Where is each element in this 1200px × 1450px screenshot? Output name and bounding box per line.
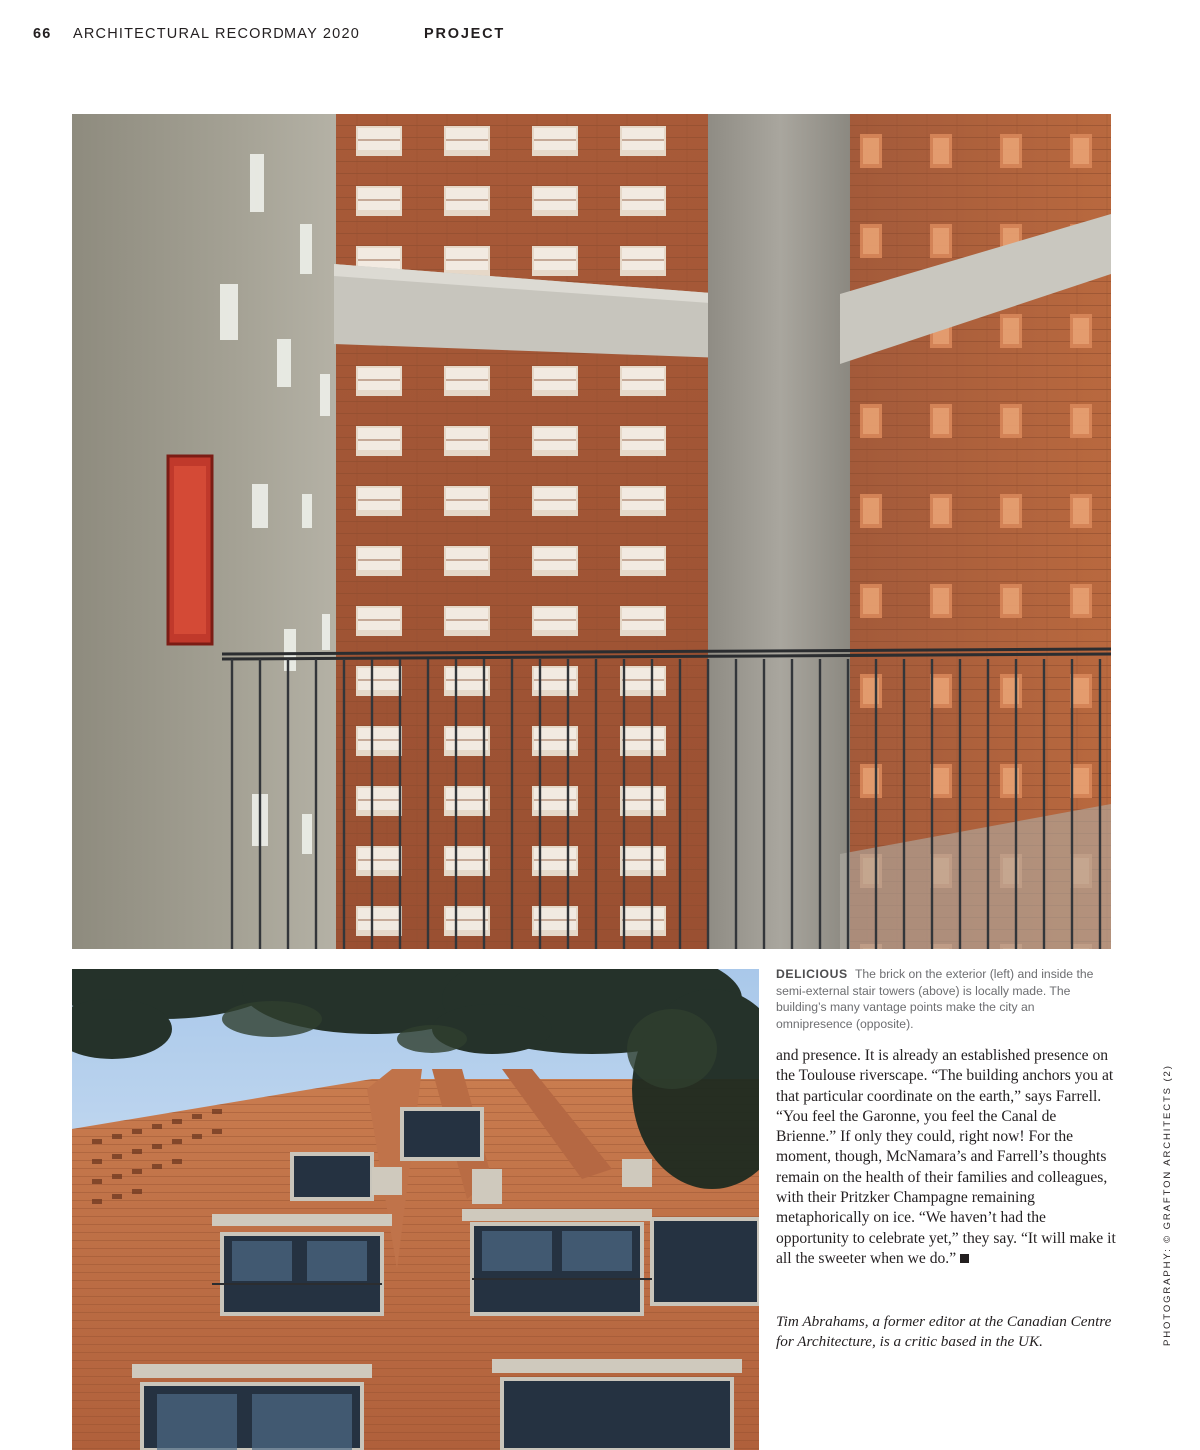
publication-name: ARCHITECTURAL RECORD	[73, 26, 285, 42]
issue-date: MAY 2020	[284, 26, 360, 42]
author-bio: Tim Abrahams, a former editor at the Canadian Centre for Architecture, is a critic based in the UK.	[776, 1313, 1112, 1351]
photo-caption	[776, 966, 1106, 1032]
caption-text: The brick on the exterior (left) and inside the semi-external stair towers (above) is locally made. The building’s many vantage points make the city an omnipresence (opposite).	[776, 967, 1094, 1031]
article-body	[776, 1046, 1116, 1269]
caption-kicker: DELICIOUS	[776, 967, 848, 981]
photo-credit: PHOTOGRAPHY: © GRAFTON ARCHITECTS (2)	[1162, 1064, 1173, 1346]
end-of-article-mark	[960, 1254, 969, 1263]
body-paragraph: and presence. It is already an established presence on the Toulouse riverscape. “The building anchors you at that particular coordinate on the earth,” says Farrell. “You feel the Garonne, you feel the Canal de Brienne.” If only they could, right now! For the moment, though, McNamara’s and Farrell’s thoughts remain on the health of their families and colleagues, with their Pritzker Champagne remaining metaphorically on ice. “We haven’t had the opportunity to celebrate yet,” they say. “It will make it all the sweeter when we do.”	[776, 1047, 1116, 1267]
page-number: 66	[33, 26, 52, 42]
section-label: PROJECT	[424, 26, 506, 42]
stair-tower-photo	[72, 114, 1111, 949]
exterior-facade-photo	[72, 969, 759, 1450]
